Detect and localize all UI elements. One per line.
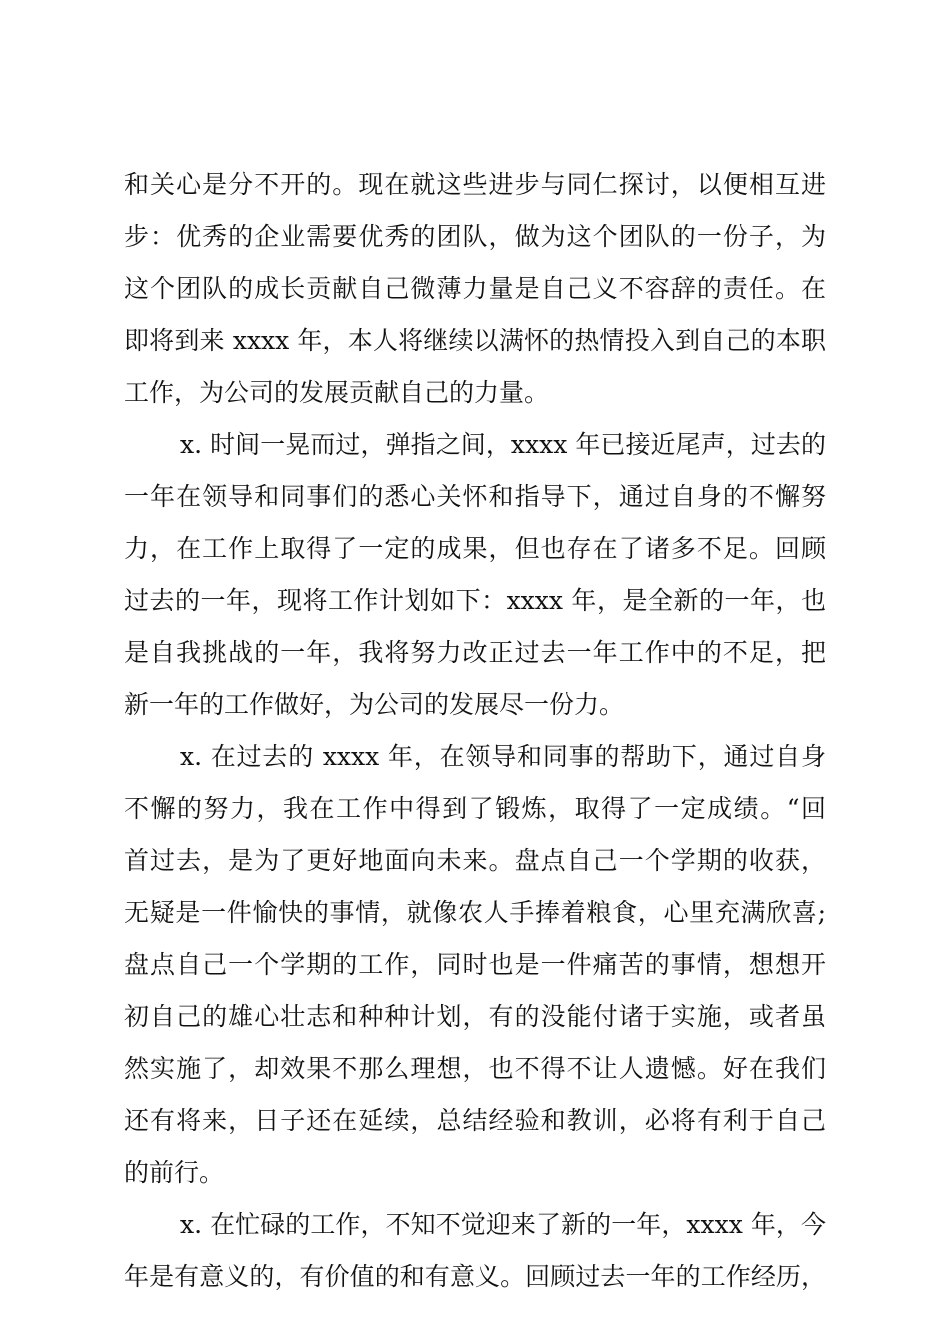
text-line: 新一年的工作做好，为公司的发展尽一份力。 [124,690,625,719]
paragraph-first-line: x. 在过去的 xxxx 年，在领导和同事的帮助下，通过自身 [180,742,826,771]
text-line: 不懈的努力，我在工作中得到了锻炼，取得了一定成绩。“回 [124,794,826,823]
text-line: 的前行。 [124,1158,225,1187]
text-line: 即将到来 xxxx 年，本人将继续以满怀的热情投入到自己的本职 [124,326,826,355]
text-line: 年是有意义的，有价值的和有意义。回顾过去一年的工作经历， [124,1262,826,1291]
text-line: 步：优秀的企业需要优秀的团队，做为这个团队的一份子，为 [124,222,826,251]
text-line: 首过去，是为了更好地面向未来。盘点自己一个学期的收获， [124,846,826,875]
paragraph-first-line: x. 在忙碌的工作，不知不觉迎来了新的一年，xxxx 年，今 [180,1210,826,1239]
text-line: 初自己的雄心壮志和种种计划，有的没能付诸于实施，或者虽 [124,1002,826,1031]
text-line: 盘点自己一个学期的工作，同时也是一件痛苦的事情，想想开 [124,950,826,979]
text-line: 还有将来，日子还在延续，总结经验和教训，必将有利于自己 [124,1106,826,1135]
text-line: 和关心是分不开的。现在就这些进步与同仁探讨，以便相互进 [124,170,826,199]
text-line: 这个团队的成长贡献自己微薄力量是自己义不容辞的责任。在 [124,274,826,303]
text-line: 然实施了，却效果不那么理想，也不得不让人遗憾。好在我们 [124,1054,826,1083]
text-line: 一年在领导和同事们的悉心关怀和指导下，通过自身的不懈努 [124,482,826,511]
paragraph-first-line: x. 时间一晃而过，弹指之间，xxxx 年已接近尾声，过去的 [180,430,826,459]
text-line: 是自我挑战的一年，我将努力改正过去一年工作中的不足，把 [124,638,826,667]
text-line: 力，在工作上取得了一定的成果，但也存在了诸多不足。回顾 [124,534,826,563]
text-line: 过去的一年，现将工作计划如下：xxxx 年，是全新的一年，也 [124,586,826,615]
text-line: 工作，为公司的发展贡献自己的力量。 [124,378,550,407]
text-line: 无疑是一件愉快的事情，就像农人手捧着粮食，心里充满欣喜; [124,898,826,927]
